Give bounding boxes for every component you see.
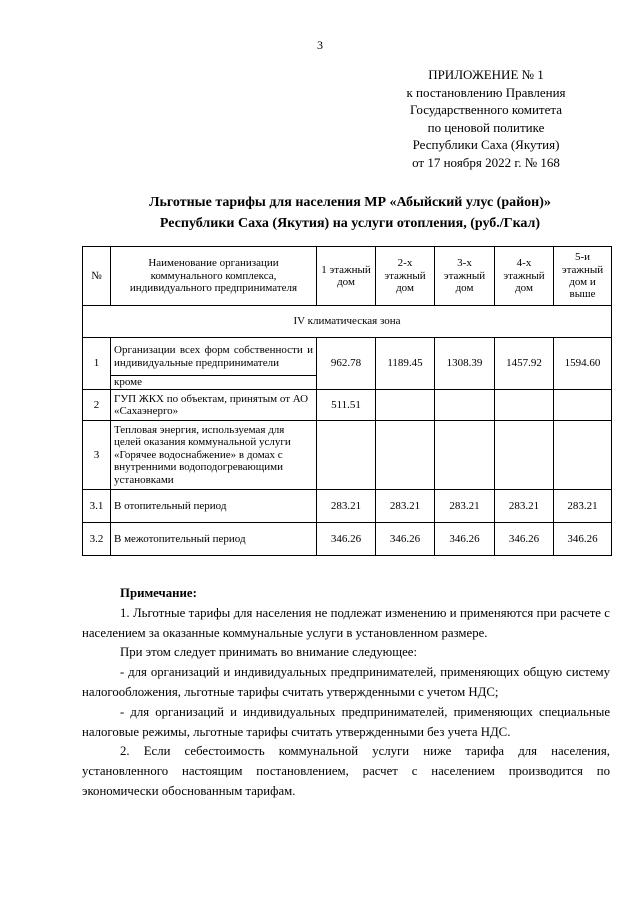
- row-number: 3.2: [83, 523, 111, 556]
- value-4-floor: 283.21: [495, 490, 554, 523]
- climate-zone: IV климатическая зона: [83, 306, 612, 338]
- row-number: 3: [83, 421, 111, 490]
- value-4-floor: [495, 421, 554, 490]
- value-1-floor: 283.21: [317, 490, 376, 523]
- appendix-line: ПРИЛОЖЕНИЕ № 1: [428, 67, 544, 82]
- value-5-floor: 283.21: [554, 490, 612, 523]
- value-5-floor: 1594.60: [554, 338, 612, 390]
- header-3-floor: 3-х этажный дом: [435, 247, 495, 306]
- appendix-line: к постановлению Правления: [406, 84, 566, 100]
- row-number: 3.1: [83, 490, 111, 523]
- value-3-floor: 346.26: [435, 523, 495, 556]
- value-1-floor: [317, 421, 376, 490]
- title-line: Льготные тарифы для населения МР «Абыйский улус (район)»: [149, 195, 551, 210]
- header-2-floor: 2-х этажный дом: [376, 247, 435, 306]
- table-row: [83, 421, 612, 490]
- header-number: №: [83, 247, 111, 306]
- row-organization: Организации всех форм собственности и индивидуальные предприниматели: [111, 338, 317, 376]
- table-row: [83, 490, 612, 523]
- value-4-floor: 1457.92: [495, 338, 554, 390]
- header-4-floor: 4-х этажный дом: [495, 247, 554, 306]
- row-number: 1: [83, 338, 111, 390]
- value-3-floor: [435, 390, 495, 421]
- row-organization: Тепловая энергия, используемая для целей оказания коммунальной услуги «Горячее водоснабжение» в домах с внутренними водоподогревающими установками: [111, 421, 317, 490]
- table-row: [83, 390, 612, 421]
- value-1-floor: 962.78: [317, 338, 376, 390]
- row-number: 2: [83, 390, 111, 421]
- value-4-floor: [495, 390, 554, 421]
- appendix-line: по ценовой политике: [427, 119, 545, 135]
- table-row: [83, 523, 612, 556]
- value-3-floor: 1308.39: [435, 338, 495, 390]
- note-paragraph: - для организаций и индивидуальных предпринимателей, применяющих специальные налоговые режимы, льготные тарифы считать утвержденными без учета НДС.: [82, 704, 610, 739]
- notes-section: [82, 584, 610, 802]
- header-organization: Наименование организации коммунального комплекса, индивидуального предпринимателя: [111, 247, 317, 306]
- value-3-floor: [435, 421, 495, 490]
- notes-heading: Примечание:: [120, 586, 197, 600]
- value-5-floor: [554, 421, 612, 490]
- table-header-row: [83, 247, 612, 306]
- note-paragraph: При этом следует принимать во внимание следующее:: [120, 645, 417, 660]
- table-row: [83, 338, 612, 376]
- value-4-floor: 346.26: [495, 523, 554, 556]
- row-organization: В межотопительный период: [111, 523, 317, 556]
- value-2-floor: [376, 390, 435, 421]
- row-organization: ГУП ЖКХ по объектам, принятым от АО «Сахаэнерго»: [111, 390, 317, 421]
- value-2-floor: 283.21: [376, 490, 435, 523]
- value-1-floor: 346.26: [317, 523, 376, 556]
- value-2-floor: [376, 421, 435, 490]
- appendix-line: Государственного комитета: [410, 102, 562, 117]
- header-5-floor: 5-и этажный дом и выше: [554, 247, 612, 306]
- value-3-floor: 283.21: [435, 490, 495, 523]
- row-organization-except: кроме: [111, 376, 317, 390]
- appendix-line: Республики Саха (Якутия): [412, 137, 560, 152]
- page-number: 3: [317, 38, 323, 52]
- tariffs-table: [82, 246, 612, 556]
- value-2-floor: 346.26: [376, 523, 435, 556]
- zone-row: [83, 306, 612, 338]
- header-1-floor: 1 этажный дом: [317, 247, 376, 306]
- value-5-floor: 346.26: [554, 523, 612, 556]
- row-organization: В отопительный период: [111, 490, 317, 523]
- note-paragraph: 1. Льготные тарифы для населения не подлежат изменению и применяются при расчете с населением за оказанные коммунальные услуги в установленном размере.: [82, 605, 610, 640]
- appendix-block: [388, 66, 584, 171]
- value-2-floor: 1189.45: [376, 338, 435, 390]
- note-paragraph: 2. Если себестоимость коммунальной услуги ниже тарифа для населения, установленного настоящим постановлением, расчет с населением производится по экономически обоснованным тарифам.: [82, 744, 610, 798]
- value-1-floor: 511.51: [317, 390, 376, 421]
- title-line: Республики Саха (Якутия) на услуги отопления, (руб./Гкал): [159, 216, 541, 231]
- document-title: [80, 192, 620, 234]
- appendix-line: от 17 ноября 2022 г. № 168: [412, 154, 560, 170]
- value-5-floor: [554, 390, 612, 421]
- note-paragraph: - для организаций и индивидуальных предпринимателей, применяющих общую систему налогообложения, льготные тарифы считать утвержденными с учетом НДС;: [82, 665, 610, 699]
